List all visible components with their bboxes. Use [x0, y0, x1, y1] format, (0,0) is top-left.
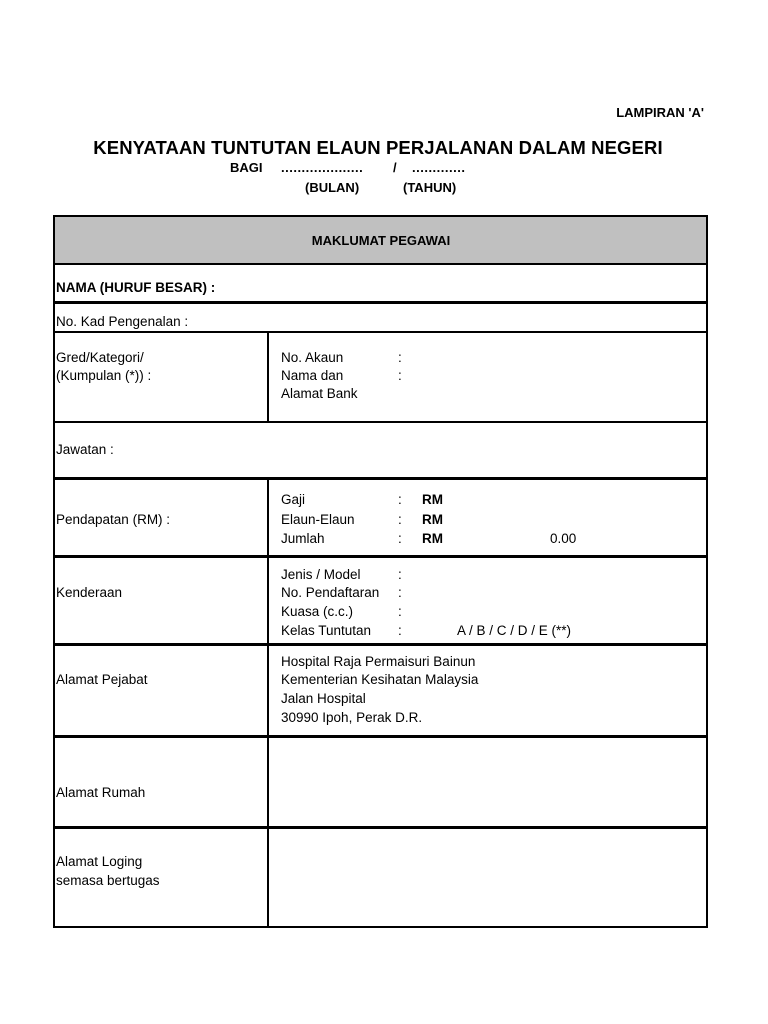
appendix-label: LAMPIRAN 'A'	[616, 105, 704, 120]
grade-label: Gred/Kategori/	[56, 350, 144, 365]
total-value: 0.00	[550, 531, 577, 546]
office-address-line: Hospital Raja Permaisuri Bainun	[281, 654, 476, 669]
row-divider	[53, 643, 708, 646]
lodging-address-field[interactable]	[270, 829, 706, 926]
colon: :	[398, 585, 402, 600]
claim-class-label: Kelas Tuntutan	[281, 623, 372, 638]
column-divider	[267, 477, 269, 928]
group-label: (Kumpulan (*)) :	[56, 368, 152, 383]
currency-label: RM	[422, 531, 443, 546]
engine-cc-label: Kuasa (c.c.)	[281, 604, 354, 619]
colon: :	[398, 492, 402, 507]
currency-label: RM	[422, 492, 443, 507]
lodging-address-label-2: semasa bertugas	[56, 873, 160, 888]
colon: :	[398, 567, 402, 582]
colon: :	[398, 350, 402, 365]
row-divider	[53, 477, 708, 480]
currency-label: RM	[422, 512, 443, 527]
row-divider	[53, 555, 708, 558]
office-address-label: Alamat Pejabat	[56, 672, 148, 687]
colon: :	[398, 531, 402, 546]
office-address-line: Kementerian Kesihatan Malaysia	[281, 672, 479, 687]
colon: :	[398, 623, 402, 638]
income-label: Pendapatan (RM) :	[56, 512, 171, 527]
vehicle-label: Kenderaan	[56, 585, 123, 600]
position-label: Jawatan :	[56, 442, 114, 457]
row-divider	[53, 421, 708, 423]
bank-name-label: Nama dan	[281, 368, 344, 383]
year-blank[interactable]: .............	[412, 160, 466, 175]
period-slash: /	[393, 160, 397, 175]
month-blank[interactable]: ....................	[281, 160, 364, 175]
account-label: No. Akaun	[281, 350, 344, 365]
name-label: NAMA (HURUF BESAR) :	[56, 280, 216, 295]
year-label: (TAHUN)	[403, 180, 457, 195]
colon: :	[398, 604, 402, 619]
section-title: MAKLUMAT PEGAWAI	[311, 233, 451, 248]
vehicle-model-label: Jenis / Model	[281, 567, 361, 582]
allowance-label: Elaun-Elaun	[281, 512, 355, 527]
ic-label: No. Kad Pengenalan :	[56, 314, 189, 329]
month-label: (BULAN)	[305, 180, 360, 195]
column-divider	[267, 331, 269, 423]
salary-label: Gaji	[281, 492, 306, 507]
colon: :	[398, 512, 402, 527]
colon: :	[398, 368, 402, 383]
home-address-label: Alamat Rumah	[56, 785, 146, 800]
office-address-line: Jalan Hospital	[281, 691, 366, 706]
home-address-field[interactable]	[270, 738, 706, 826]
lodging-address-label: Alamat Loging	[56, 854, 143, 869]
form-title: KENYATAAN TUNTUTAN ELAUN PERJALANAN DALAM NEGERI	[93, 137, 663, 158]
claim-class-options: A / B / C / D / E (**)	[457, 623, 572, 638]
bagi-label: BAGI	[230, 160, 263, 175]
office-address-line: 30990 Ipoh, Perak D.R.	[281, 710, 423, 725]
total-label: Jumlah	[281, 531, 325, 546]
registration-label: No. Pendaftaran	[281, 585, 380, 600]
row-divider	[53, 301, 708, 304]
bank-address-label: Alamat Bank	[281, 386, 358, 401]
